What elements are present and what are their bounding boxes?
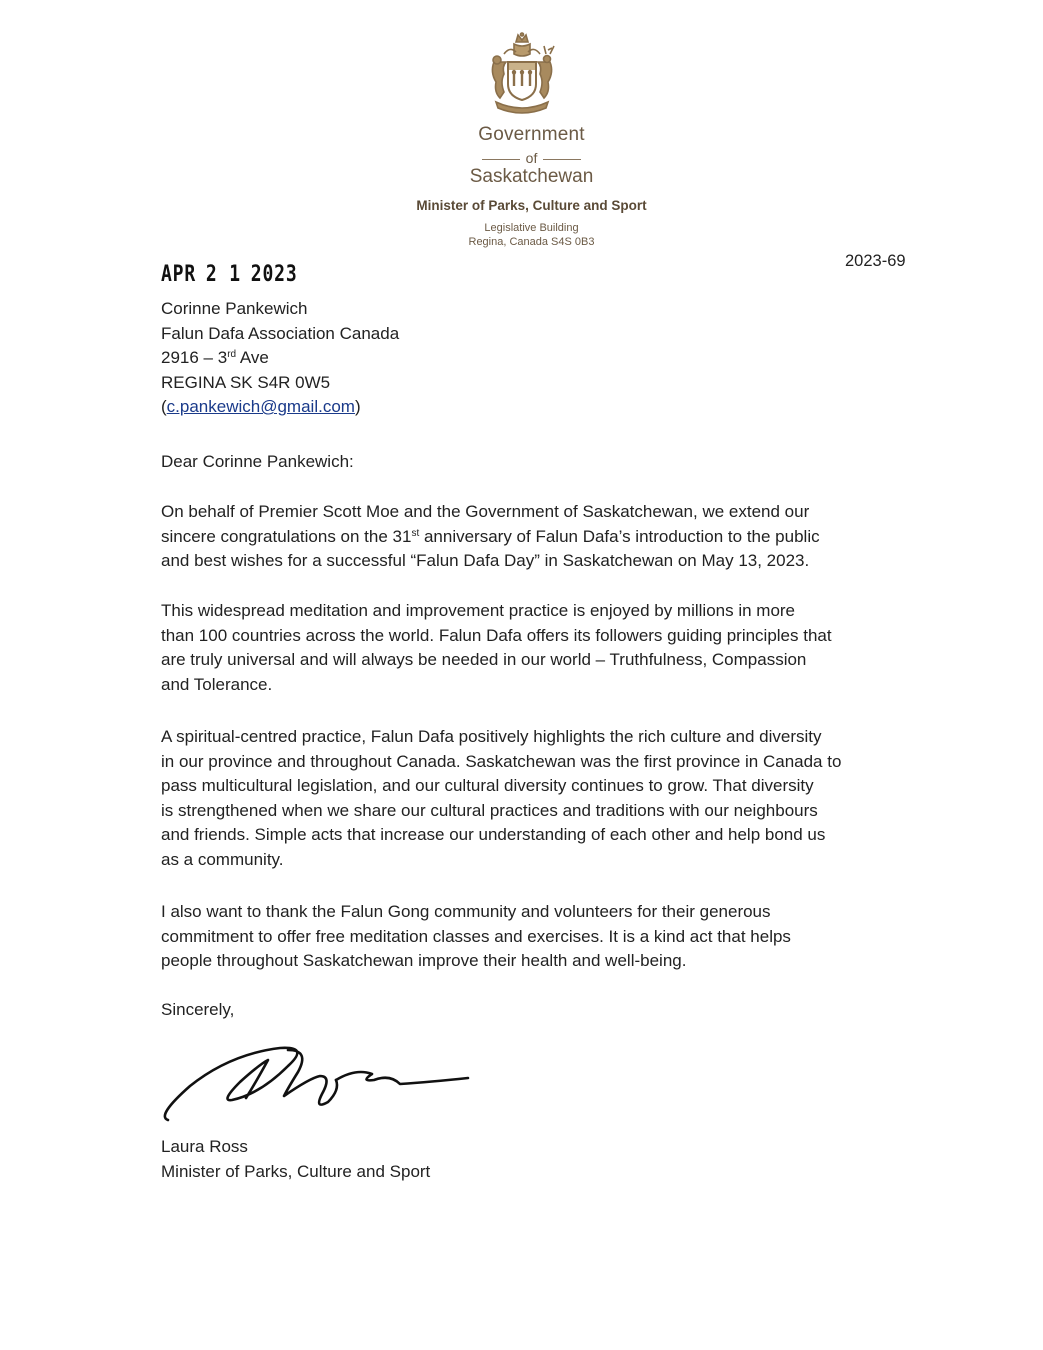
- recipient-street: [161, 346, 399, 371]
- street-name: Ave: [236, 348, 269, 367]
- paragraph-line: On behalf of Premier Scott Moe and the Government of Saskatchewan, we extend our: [161, 502, 810, 521]
- line-text: sincere congratulations on the 31: [161, 526, 412, 546]
- body-paragraph-1: [161, 500, 921, 574]
- paragraph-line: This widespread meditation and improvement practice is enjoyed by millions in more: [161, 601, 796, 620]
- paragraph-line: in our province and throughout Canada. Saskatchewan was the first province in Canada to: [161, 751, 842, 771]
- recipient-name: Corinne Pankewich: [161, 299, 308, 318]
- signer-block: [161, 1135, 430, 1184]
- paragraph-line: as a community.: [161, 849, 284, 869]
- date-day: 2 1: [205, 262, 241, 287]
- paragraph-line: and Tolerance.: [161, 674, 273, 694]
- reference-number: 2023-69: [845, 252, 906, 270]
- recipient-city-line: REGINA SK S4R 0W5: [161, 372, 331, 392]
- paragraph-line: A spiritual-centred practice, Falun Dafa positively highlights the rich culture and diversity: [161, 727, 822, 746]
- minister-office-heading: Minister of Parks, Culture and Sport: [416, 198, 647, 213]
- letterhead-address-line2: Regina, Canada S4S 0B3: [468, 236, 595, 248]
- paragraph-line: I also want to thank the Falun Gong community and volunteers for their generous: [161, 902, 771, 921]
- date-month: APR: [161, 262, 197, 287]
- recipient-email-line: [161, 395, 399, 420]
- government-heading: Government: [478, 124, 585, 145]
- letterhead-address-line1: Legislative Building: [484, 222, 579, 234]
- government-of-divider: [10, 150, 1043, 166]
- paragraph-line: and best wishes for a successful “Falun Dafa Day” in Saskatchewan on May 13, 2023.: [161, 551, 810, 570]
- coat-of-arms-icon: [486, 32, 558, 118]
- paragraph-line: [161, 525, 921, 550]
- paren-close: ): [354, 397, 361, 416]
- paragraph-line: and friends. Simple acts that increase our understanding of each other and help bond us: [161, 825, 826, 844]
- paragraph-line: commitment to offer free meditation classes and exercises. It is a kind act that helps: [161, 926, 791, 946]
- signer-name: Laura Ross: [161, 1137, 248, 1156]
- recipient-organization: Falun Dafa Association Canada: [161, 323, 400, 343]
- recipient-email-link[interactable]: c.pankewich@gmail.com: [166, 397, 355, 416]
- street-ordinal: rd: [227, 349, 237, 360]
- signature-icon: [160, 1038, 480, 1138]
- paren-open: (: [161, 397, 167, 416]
- salutation: Dear Corinne Pankewich:: [161, 452, 354, 471]
- paragraph-line: people throughout Saskatchewan improve their health and well-being.: [161, 951, 687, 970]
- of-label: of: [525, 150, 538, 166]
- divider-rule-left: [482, 159, 520, 160]
- line-text: anniversary of Falun Dafa’s introduction to the public: [419, 526, 820, 546]
- province-heading: Saskatchewan: [469, 166, 594, 187]
- street-number: 2916 – 3: [161, 348, 228, 367]
- closing: Sincerely,: [161, 1000, 235, 1019]
- date-stamp: [161, 262, 298, 287]
- body-paragraph-4: [161, 900, 921, 974]
- ordinal-suffix: st: [411, 527, 420, 539]
- date-year: 2023: [250, 262, 298, 287]
- body-paragraph-3: [161, 725, 921, 872]
- paragraph-line: is strengthened when we share our cultural practices and traditions with our neighbours: [161, 800, 818, 820]
- paragraph-line: pass multicultural legislation, and our cultural diversity continues to grow. That diversity: [161, 776, 814, 795]
- recipient-address: [161, 297, 399, 420]
- signer-title: Minister of Parks, Culture and Sport: [161, 1161, 431, 1181]
- divider-rule-right: [543, 159, 581, 160]
- body-paragraph-2: [161, 599, 921, 697]
- paragraph-line: than 100 countries across the world. Falun Dafa offers its followers guiding principles that: [161, 625, 832, 645]
- paragraph-line: are truly universal and will always be needed in our world – Truthfulness, Compassion: [161, 650, 807, 669]
